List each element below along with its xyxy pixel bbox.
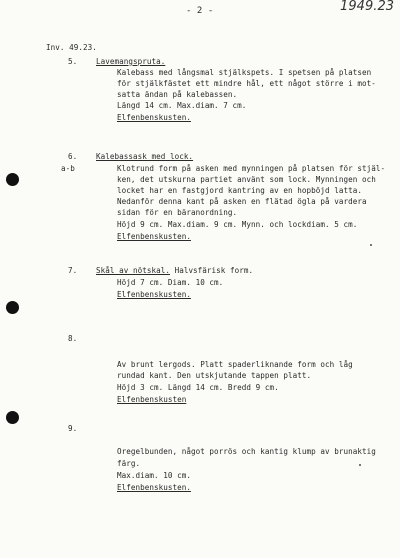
entry-title-rest: Halvsfärisk form.: [169, 266, 254, 275]
entry-measurements: Höjd 9 cm. Max.diam. 9 cm. Mynn. och lockdiam. 5 cm.: [117, 220, 358, 229]
punch-hole-bottom: [6, 411, 19, 424]
entry-description-line: Klotrund form på asken med mynningen på platsen för stjäl-: [117, 164, 386, 173]
page-number: - 2 -: [186, 6, 214, 16]
entry-description-line: färg.: [117, 459, 141, 468]
entry-sub-label: a-b: [61, 164, 75, 173]
entry-description-line: ken, det utskurna partiet använt som lock. Mynningen och: [117, 175, 376, 184]
handwritten-catalog-number: 1949.23: [340, 0, 395, 14]
entry-description-line: Oregelbunden, något porrös och kantig klump av brunaktig: [117, 447, 376, 456]
entry-title: Kalebassask med lock.: [96, 152, 194, 161]
entry-origin: Elfenbenskusten.: [117, 113, 191, 122]
entry-measurements: Höjd 7 cm. Diam. 10 cm.: [117, 278, 224, 287]
entry-description-line: Kalebass med långsmal stjälkspets. I spetsen på platsen: [117, 68, 372, 77]
entry-description-line: sidan för en bäranordning.: [117, 208, 238, 217]
entry-description-line: locket har en fastgjord kantring av en hopböjd latta.: [117, 186, 362, 195]
punch-hole-top: [6, 173, 19, 186]
paper-speck: [359, 464, 361, 466]
entry-title: Skål av nötskal.: [96, 266, 170, 275]
paper-speck: [370, 244, 372, 246]
inventory-number: Inv. 49.23.: [46, 43, 97, 52]
entry-description-line: för stjälkfästet ett mindre hål, ett något större i mot-: [117, 79, 376, 88]
entry-number: 5.: [68, 57, 78, 66]
entry-number: 8.: [68, 334, 78, 343]
entry-origin: Elfenbenskusten.: [117, 232, 191, 241]
entry-number: 6.: [68, 152, 78, 161]
entry-measurements: Max.diam. 10 cm.: [117, 471, 191, 480]
entry-description-line: satta ändan på kalebassen.: [117, 90, 238, 99]
entry-title: Lavemangspruta.: [96, 57, 166, 66]
entry-description-line: rundad kant. Den utskjutande tappen platt.: [117, 371, 312, 380]
entry-description-line: Av brunt lergods. Platt spaderliknande form och låg: [117, 360, 353, 369]
entry-title-line: [96, 266, 253, 275]
entry-description-line: Nedanför denna kant på asken en flätad ögla på vardera: [117, 197, 367, 206]
entry-number: 9.: [68, 424, 78, 433]
entry-origin: Elfenbenskusten: [117, 395, 187, 404]
punch-hole-middle: [6, 301, 19, 314]
entry-measurements: Höjd 3 cm. Längd 14 cm. Bredd 9 cm.: [117, 383, 279, 392]
entry-origin: Elfenbenskusten.: [117, 483, 191, 492]
entry-origin: Elfenbenskusten.: [117, 290, 191, 299]
entry-measurements: Längd 14 cm. Max.diam. 7 cm.: [117, 101, 247, 110]
entry-number: 7.: [68, 266, 78, 275]
